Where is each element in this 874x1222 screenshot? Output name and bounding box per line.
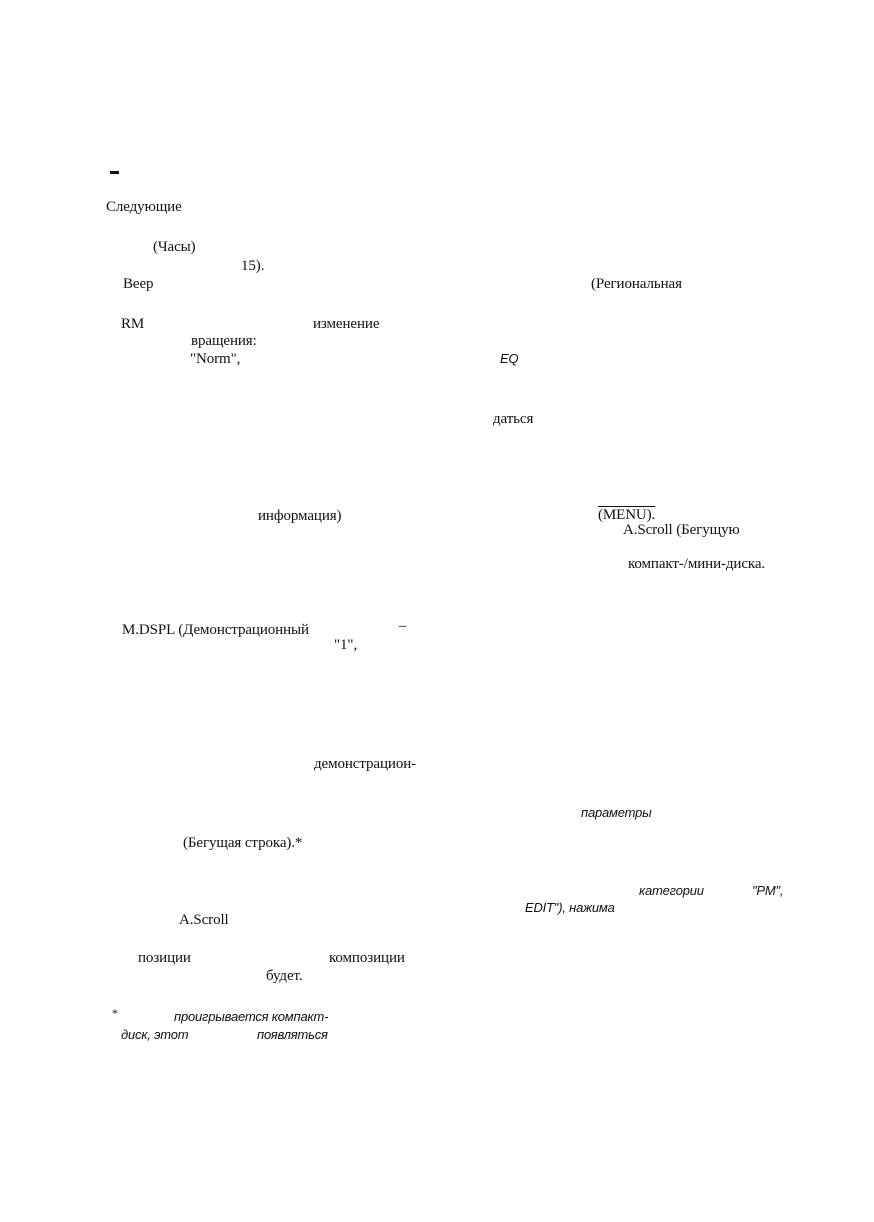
footnote-fragment-1: проигрывается компакт- [174,1009,329,1024]
text-fragment-12: информация) [258,508,342,524]
text-fragment-6: RM [121,316,145,332]
text-fragment-2: (Часы) [153,239,196,255]
text-fragment-26: позиции [138,950,191,966]
text-fragment-1: Следующие [106,199,182,215]
text-fragment-7: изменение [313,316,380,332]
text-fragment-24: EDIT"), нажима [525,900,615,915]
text-fragment-19: демонстрацион- [314,756,417,772]
text-fragment-25: A.Scroll [179,912,229,928]
text-fragment-11: даться [493,411,534,427]
text-fragment-18: "1", [334,637,358,653]
text-fragment-20: параметры [581,805,652,820]
text-fragment-22: категории [639,883,704,898]
text-fragment-14: A.Scroll (Бегущую [623,522,740,538]
text-fragment-4: Beep [123,276,154,292]
text-fragment-3: 15). [241,258,265,274]
footnote-fragment-3: появляться [257,1027,328,1042]
section-dash-marker [110,171,119,174]
text-fragment-27: композиции [329,950,405,966]
text-fragment-21: (Бегущая строка).* [183,835,303,851]
text-fragment-5: (Региональная [591,276,682,292]
text-fragment-15: компакт-/мини-диска. [628,556,766,572]
text-fragment-10: EQ [500,351,519,366]
text-fragment-17: – [399,618,407,634]
footnote-fragment-2: диск, этот [121,1027,189,1042]
text-fragment-28: будет. [266,968,303,984]
footnote-star: * [112,1006,118,1020]
menu-key-label: (MENU). [598,507,656,523]
text-fragment-9: "Norm", [190,351,241,367]
text-fragment-23: "PM", [752,883,784,898]
text-fragment-16: M.DSPL (Демонстрационный [122,622,309,638]
text-fragment-8: вращения: [191,333,257,349]
